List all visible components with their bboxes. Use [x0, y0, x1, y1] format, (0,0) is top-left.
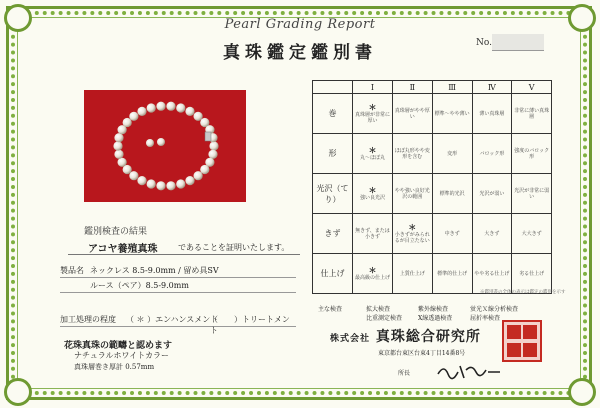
grading-cell-text: 最高級の仕上げ [354, 275, 390, 281]
grade-column-header: Ⅰ [353, 81, 393, 94]
processing-enhancement: （ ＊ ）エンハンスメント [126, 315, 219, 324]
grading-cell [353, 134, 393, 174]
grading-cell-text: やや劣る仕上げ [474, 270, 510, 277]
company-address: 東京都台東区台東4丁目14番8号 [378, 350, 466, 357]
grading-cell-text: 標準的仕上げ [437, 270, 468, 277]
grading-cell-text: 劣る仕上げ [519, 270, 545, 277]
grading-cell-text: 丸〜ほぼ丸 [359, 155, 385, 161]
grading-header-row [313, 81, 552, 94]
grading-cell-text: 無きず、または小きず [355, 227, 390, 240]
grading-row [313, 134, 552, 174]
company-seal [502, 320, 542, 362]
grading-cell [353, 214, 393, 254]
product-line-1 [60, 264, 296, 278]
pearl-type: アコヤ養殖真珠 [88, 244, 158, 255]
grading-cell-text: 光沢が弱い [479, 190, 505, 197]
company-name: 真珠総合研究所 [375, 329, 481, 345]
grading-cell [472, 254, 512, 294]
grading-row-label: 仕上げ [313, 254, 353, 294]
grade-mark: ＊ [368, 265, 377, 275]
grade-column-header: Ⅴ [512, 81, 552, 94]
grading-cell [512, 254, 552, 294]
inspection-item: 蛍光Ｘ線分析検査 [470, 306, 519, 313]
report-number-label: No. [476, 38, 492, 48]
remark-grade: 花珠真珠の範疇と認めます [64, 341, 173, 351]
grading-cell [392, 134, 432, 174]
grading-cell-text: 強い良光沢 [359, 195, 385, 201]
grading-row-label: 巻 [313, 94, 353, 134]
grading-cell-text: 大大きず [521, 230, 542, 237]
grading-row-label: 形 [313, 134, 353, 174]
grading-row-label: きず [313, 214, 353, 254]
grading-cell-text: 小きずがみられるが目立たない [394, 232, 430, 244]
grade-column-header: Ⅱ [392, 81, 432, 94]
grading-cell-text: 光沢が非常に弱い [514, 187, 550, 200]
grading-cell-text: 中きず [444, 230, 460, 237]
grading-table [312, 80, 552, 294]
inspection-item: 拡大検査 [366, 306, 391, 313]
grading-cell [392, 214, 432, 254]
grading-cell [472, 174, 512, 214]
grading-cell [432, 134, 472, 174]
inspections-label: 主な検査 [318, 306, 343, 313]
grading-cell [512, 174, 552, 214]
grading-cell-text: ほぼ丸形やや変形を含む [394, 147, 430, 160]
remark-thickness: 真珠層巻き厚計 0.57mm [74, 363, 155, 371]
processing-treatment: （ ）トリートメント [210, 315, 290, 335]
processing-row [60, 313, 296, 335]
pearl-necklace-image [84, 90, 246, 202]
grade-mark: ＊ [408, 222, 417, 232]
corner-ornament [4, 378, 32, 406]
title-japanese: 真珠鑑定鑑別書 [223, 43, 377, 63]
grading-cell [353, 174, 393, 214]
grading-cell-text: 大きず [484, 230, 500, 237]
product-section [60, 264, 296, 292]
grading-cell-text: 標準〜やや薄い [434, 110, 470, 117]
grading-cell [472, 94, 512, 134]
inspection-item: 屈折率検査 [470, 315, 501, 322]
grading-cell [353, 254, 393, 294]
grading-cell [512, 94, 552, 134]
title-english: Pearl Grading Report [224, 17, 376, 32]
grading-cell [392, 254, 432, 294]
grading-cell-text: 真珠層がやや厚い [394, 107, 430, 120]
processing-label: 加工処理の程度 [60, 315, 116, 324]
grading-cell-text: 上質仕上げ [399, 270, 425, 277]
grading-cell-text: 非常に薄い真珠層 [514, 107, 550, 120]
grading-cell [512, 214, 552, 254]
grading-row [313, 174, 552, 214]
company-prefix: 株式会社 [330, 334, 371, 344]
grading-row [313, 214, 552, 254]
pearl-necklace-photo [84, 90, 246, 202]
grading-cell [432, 214, 472, 254]
director-label: 所長 [398, 370, 411, 377]
grading-footnote: ※鑑別書の全体の表示は鑑定の鑑別を示す [480, 290, 566, 295]
grading-cell-text: バロック形 [479, 150, 505, 157]
grading-row-label: 光沢（てり） [313, 174, 353, 214]
grading-cell-text: 薄い真珠層 [479, 110, 505, 117]
grading-cell-text: 真珠層が非常に厚い [354, 112, 390, 124]
grade-mark: ＊ [368, 145, 377, 155]
grading-cell [392, 174, 432, 214]
grading-row [313, 94, 552, 134]
result-heading: 鑑別検査の結果 [84, 227, 148, 237]
remark-color: ナチュラルホワイトカラー [74, 351, 170, 360]
grading-cell [432, 254, 472, 294]
grade-mark: ＊ [368, 185, 377, 195]
product-value-2: ルース（ペア）8.5-9.0mm [90, 281, 189, 290]
grading-cell-text: 標準的光沢 [439, 190, 465, 197]
product-value-1: ネックレス 8.5-9.0mm / 留め具SV [90, 266, 219, 275]
grade-column-header: Ⅳ [472, 81, 512, 94]
certify-text: であることを証明いたします。 [178, 243, 290, 252]
grading-cell-text: 変形 [447, 150, 458, 157]
product-label: 製品名 [60, 266, 84, 275]
grading-corner-cell [313, 81, 353, 94]
grade-column-header: Ⅲ [432, 81, 472, 94]
grade-mark: ＊ [368, 102, 377, 112]
grading-row [313, 254, 552, 294]
director-signature [434, 360, 504, 382]
grading-cell-text: 強度のバロック形 [514, 147, 550, 160]
company-name-block [330, 326, 481, 346]
grading-cell [512, 134, 552, 174]
report-number-redacted [492, 34, 544, 51]
inspection-item: X線透過検査 [418, 315, 453, 322]
grading-cell [432, 174, 472, 214]
inspection-item: 比重測定検査 [366, 315, 403, 322]
product-line-2 [60, 279, 296, 293]
grading-cell [392, 94, 432, 134]
grading-cell [472, 134, 512, 174]
grading-cell [353, 94, 393, 134]
grading-cell-text: やや強い良好光沢の範囲 [394, 187, 430, 200]
inspection-item: 紫外線検査 [418, 306, 449, 313]
grading-cell [472, 214, 512, 254]
corner-ornament [568, 378, 596, 406]
grading-cell [432, 94, 472, 134]
